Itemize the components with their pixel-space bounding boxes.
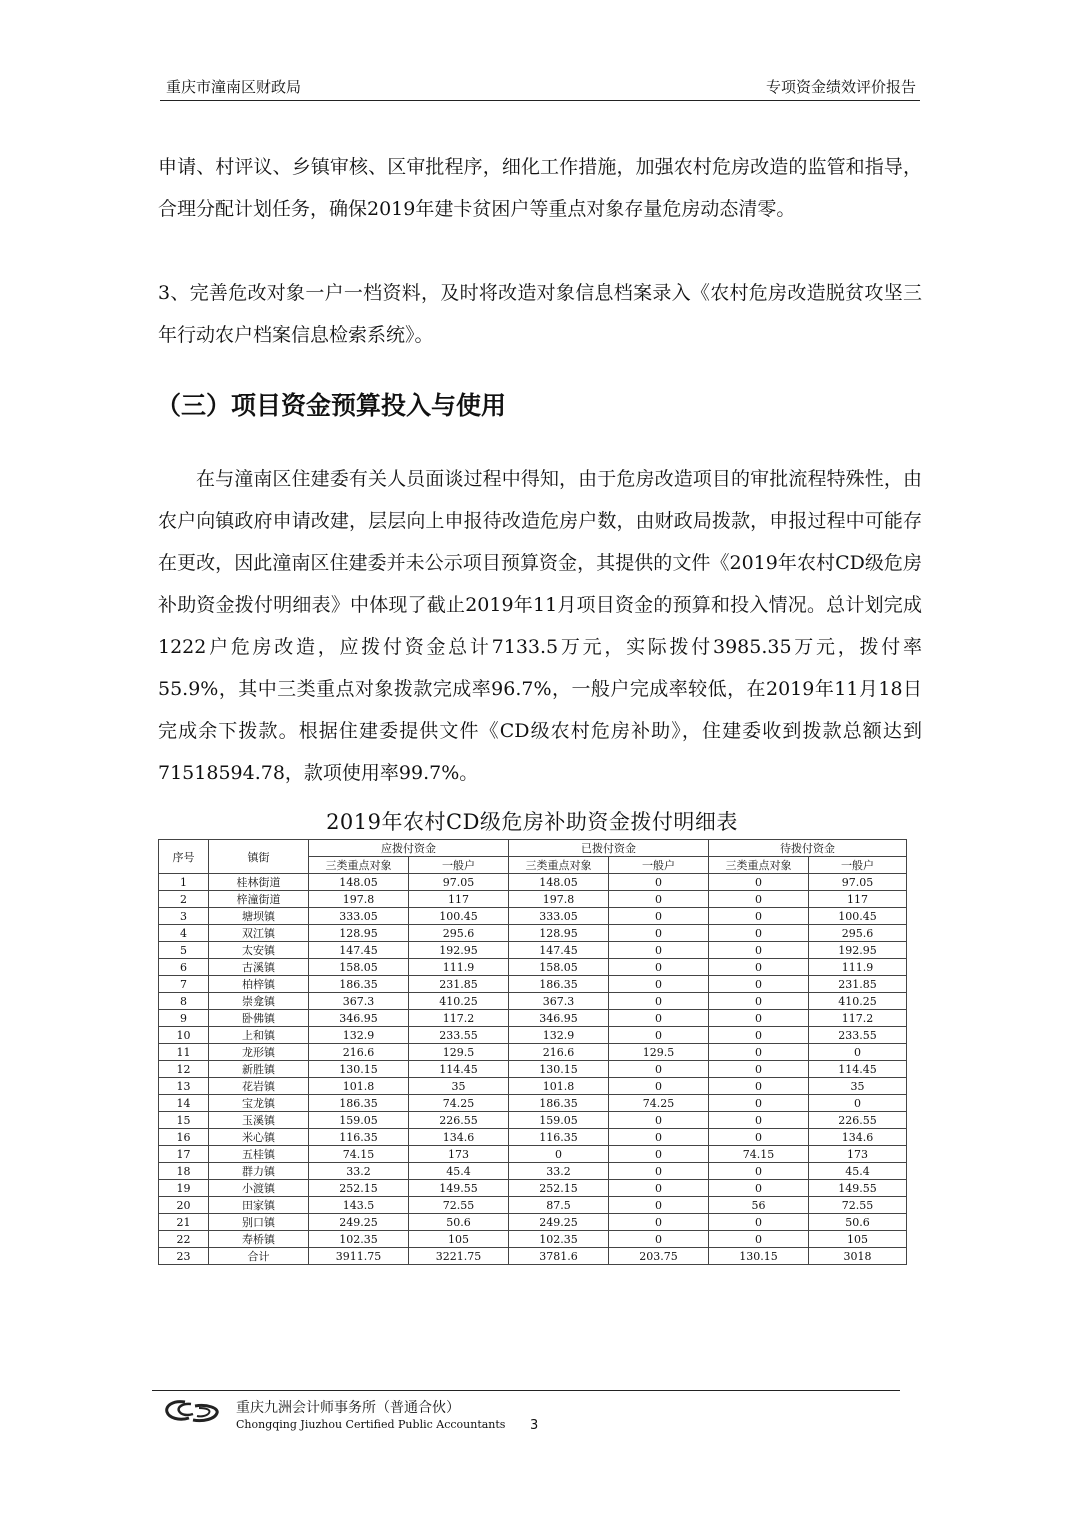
cell-due-key: 216.6 (309, 1044, 409, 1061)
cell-pending-general: 114.45 (809, 1061, 907, 1078)
header-pending-general: 一般户 (809, 857, 907, 874)
cell-pending-general: 410.25 (809, 993, 907, 1010)
cell-paid-key: 333.05 (509, 908, 609, 925)
cell-pending-key: 0 (709, 1163, 809, 1180)
header-right: 专项资金绩效评价报告 (765, 78, 916, 96)
cell-paid-key: 101.8 (509, 1078, 609, 1095)
cell-pending-general: 97.05 (809, 874, 907, 891)
cell-pending-key: 56 (709, 1197, 809, 1214)
cell-due-key: 186.35 (309, 1095, 409, 1112)
cell-pending-key: 0 (709, 891, 809, 908)
cell-pending-general: 100.45 (809, 908, 907, 925)
table-row (159, 874, 907, 891)
cell-town: 群力镇 (209, 1163, 309, 1180)
table-row (159, 942, 907, 959)
header-due-key: 三类重点对象 (309, 857, 409, 874)
cell-paid-key: 102.35 (509, 1231, 609, 1248)
cell-pending-general: 295.6 (809, 925, 907, 942)
cell-paid-general: 0 (609, 1163, 709, 1180)
header-pending: 待拨付资金 (709, 840, 907, 857)
header-seq: 序号 (159, 840, 209, 874)
cell-seq: 16 (159, 1129, 209, 1146)
table-body (159, 874, 907, 1265)
cell-due-general: 3221.75 (409, 1248, 509, 1265)
cell-paid-key: 147.45 (509, 942, 609, 959)
header-due: 应拨付资金 (309, 840, 509, 857)
table-row (159, 1078, 907, 1095)
table-row (159, 1231, 907, 1248)
cell-paid-key: 249.25 (509, 1214, 609, 1231)
cell-due-general: 295.6 (409, 925, 509, 942)
cell-paid-general: 0 (609, 942, 709, 959)
table-row (159, 1214, 907, 1231)
header-paid-general: 一般户 (609, 857, 709, 874)
cell-due-general: 231.85 (409, 976, 509, 993)
cell-pending-key: 0 (709, 1214, 809, 1231)
cell-pending-key: 0 (709, 908, 809, 925)
cell-paid-key: 130.15 (509, 1061, 609, 1078)
cell-seq: 14 (159, 1095, 209, 1112)
cell-paid-key: 87.5 (509, 1197, 609, 1214)
cell-paid-general: 0 (609, 1146, 709, 1163)
cell-town: 上和镇 (209, 1027, 309, 1044)
paragraph-2: 3、完善危改对象一户一档资料，及时将改造对象信息档案录入《农村危房改造脱贫攻坚三年行动农户档案信息检索系统》。 (158, 282, 922, 346)
cell-town: 寿桥镇 (209, 1231, 309, 1248)
cell-paid-general: 0 (609, 1129, 709, 1146)
cell-town: 五桂镇 (209, 1146, 309, 1163)
cell-town: 卧佛镇 (209, 1010, 309, 1027)
header-due-general: 一般户 (409, 857, 509, 874)
cell-town: 柏梓镇 (209, 976, 309, 993)
cell-pending-key: 0 (709, 1061, 809, 1078)
cell-seq: 1 (159, 874, 209, 891)
cell-due-key: 346.95 (309, 1010, 409, 1027)
cell-paid-general: 0 (609, 1027, 709, 1044)
cell-paid-general: 0 (609, 1112, 709, 1129)
cell-paid-general: 0 (609, 874, 709, 891)
cell-seq: 10 (159, 1027, 209, 1044)
cell-paid-general: 0 (609, 1197, 709, 1214)
cell-pending-key: 0 (709, 1180, 809, 1197)
cell-paid-key: 252.15 (509, 1180, 609, 1197)
table-row (159, 1163, 907, 1180)
cell-due-key: 143.5 (309, 1197, 409, 1214)
cell-pending-general: 233.55 (809, 1027, 907, 1044)
table-row (159, 1197, 907, 1214)
cell-paid-general: 0 (609, 925, 709, 942)
cell-paid-key: 346.95 (509, 1010, 609, 1027)
cell-paid-general: 203.75 (609, 1248, 709, 1265)
header-town: 镇街 (209, 840, 309, 874)
cell-pending-general: 111.9 (809, 959, 907, 976)
cell-seq: 4 (159, 925, 209, 942)
cell-paid-key: 197.8 (509, 891, 609, 908)
cell-due-general: 192.95 (409, 942, 509, 959)
cell-pending-key: 0 (709, 1129, 809, 1146)
cell-pending-key: 0 (709, 925, 809, 942)
footer-firm-en: Chongqing Jiuzhou Certified Public Accountants (236, 1418, 506, 1431)
cell-due-general: 111.9 (409, 959, 509, 976)
cell-pending-general: 117.2 (809, 1010, 907, 1027)
cell-due-general: 134.6 (409, 1129, 509, 1146)
cell-pending-key: 130.15 (709, 1248, 809, 1265)
table-row (159, 959, 907, 976)
cell-paid-general: 0 (609, 976, 709, 993)
cell-due-key: 132.9 (309, 1027, 409, 1044)
table-row (159, 1112, 907, 1129)
cell-paid-general: 0 (609, 959, 709, 976)
cell-town: 龙形镇 (209, 1044, 309, 1061)
cell-pending-key: 0 (709, 993, 809, 1010)
cell-due-key: 147.45 (309, 942, 409, 959)
cell-town: 崇龛镇 (209, 993, 309, 1010)
cell-due-general: 129.5 (409, 1044, 509, 1061)
table-row (159, 1044, 907, 1061)
cell-town: 宝龙镇 (209, 1095, 309, 1112)
cell-pending-key: 74.15 (709, 1146, 809, 1163)
table-row (159, 1061, 907, 1078)
header-left: 重庆市潼南区财政局 (166, 78, 302, 96)
cell-pending-key: 0 (709, 959, 809, 976)
header-pending-key: 三类重点对象 (709, 857, 809, 874)
firm-logo-icon (163, 1398, 221, 1424)
cell-pending-key: 0 (709, 942, 809, 959)
cell-pending-key: 0 (709, 1010, 809, 1027)
cell-pending-general: 3018 (809, 1248, 907, 1265)
cell-seq: 6 (159, 959, 209, 976)
cell-pending-general: 192.95 (809, 942, 907, 959)
table-row (159, 1180, 907, 1197)
cell-paid-general: 0 (609, 993, 709, 1010)
cell-pending-key: 0 (709, 1112, 809, 1129)
table-row (159, 908, 907, 925)
cell-town: 花岩镇 (209, 1078, 309, 1095)
cell-due-key: 186.35 (309, 976, 409, 993)
cell-town: 小渡镇 (209, 1180, 309, 1197)
cell-seq: 17 (159, 1146, 209, 1163)
cell-due-general: 117.2 (409, 1010, 509, 1027)
cell-pending-general: 117 (809, 891, 907, 908)
cell-due-key: 197.8 (309, 891, 409, 908)
cell-pending-key: 0 (709, 1078, 809, 1095)
cell-pending-general: 231.85 (809, 976, 907, 993)
cell-due-general: 100.45 (409, 908, 509, 925)
cell-town: 古溪镇 (209, 959, 309, 976)
cell-paid-key: 186.35 (509, 976, 609, 993)
cell-paid-general: 0 (609, 891, 709, 908)
table-row (159, 891, 907, 908)
table-row (159, 976, 907, 993)
cell-seq: 9 (159, 1010, 209, 1027)
cell-due-key: 116.35 (309, 1129, 409, 1146)
cell-seq: 23 (159, 1248, 209, 1265)
cell-due-general: 105 (409, 1231, 509, 1248)
cell-pending-general: 45.4 (809, 1163, 907, 1180)
cell-seq: 13 (159, 1078, 209, 1095)
table-title: 2019年农村CD级危房补助资金拨付明细表 (326, 810, 738, 834)
cell-town: 新胜镇 (209, 1061, 309, 1078)
cell-paid-key: 148.05 (509, 874, 609, 891)
cell-paid-general: 0 (609, 1214, 709, 1231)
cell-due-key: 367.3 (309, 993, 409, 1010)
cell-paid-key: 367.3 (509, 993, 609, 1010)
cell-due-key: 333.05 (309, 908, 409, 925)
cell-seq: 7 (159, 976, 209, 993)
cell-town: 双江镇 (209, 925, 309, 942)
cell-town: 米心镇 (209, 1129, 309, 1146)
table-row (159, 1027, 907, 1044)
cell-pending-key: 0 (709, 1095, 809, 1112)
cell-paid-key: 186.35 (509, 1095, 609, 1112)
cell-due-key: 148.05 (309, 874, 409, 891)
cell-paid-key: 0 (509, 1146, 609, 1163)
cell-paid-general: 0 (609, 1180, 709, 1197)
cell-paid-key: 132.9 (509, 1027, 609, 1044)
cell-due-key: 3911.75 (309, 1248, 409, 1265)
cell-paid-key: 128.95 (509, 925, 609, 942)
cell-due-general: 74.25 (409, 1095, 509, 1112)
cell-paid-key: 33.2 (509, 1163, 609, 1180)
cell-due-key: 252.15 (309, 1180, 409, 1197)
cell-due-key: 74.15 (309, 1146, 409, 1163)
header-paid-key: 三类重点对象 (509, 857, 609, 874)
cell-pending-general: 226.55 (809, 1112, 907, 1129)
cell-seq: 15 (159, 1112, 209, 1129)
cell-paid-general: 0 (609, 1061, 709, 1078)
cell-town: 太安镇 (209, 942, 309, 959)
paragraph-3: 在与潼南区住建委有关人员面谈过程中得知，由于危房改造项目的审批流程特殊性，由农户向镇政府申请改建，层层向上申报待改造危房户数，由财政局拨款，申报过程中可能存在更改，因此潼南区住建委并未公示项目预算资金，其提供的文件《2019年农村CD级危房补助资金拨付明细表》中体现了截止2019年11月项目资金的预算和投入情况。总计划完成1222户危房改造，应拨付资金总计7133.5万元，实际拨付3985.35万元，拨付率55.9%，其中三类重点对象拨款完成率96.7%，一般户完成率较低，在2019年11月18日完成余下拨款。根据住建委提供文件《CD级农村危房补助》，住建委收到拨款总额达到71518594.78，款项使用率99.7%。 (158, 468, 922, 784)
cell-due-general: 50.6 (409, 1214, 509, 1231)
cell-due-general: 226.55 (409, 1112, 509, 1129)
cell-paid-general: 0 (609, 1078, 709, 1095)
cell-town: 合计 (209, 1248, 309, 1265)
cell-town: 塘坝镇 (209, 908, 309, 925)
cell-due-general: 114.45 (409, 1061, 509, 1078)
cell-due-key: 33.2 (309, 1163, 409, 1180)
cell-pending-general: 35 (809, 1078, 907, 1095)
cell-seq: 12 (159, 1061, 209, 1078)
cell-town: 别口镇 (209, 1214, 309, 1231)
cell-due-key: 249.25 (309, 1214, 409, 1231)
table-row (159, 1146, 907, 1163)
cell-town: 桂林街道 (209, 874, 309, 891)
section-heading: （三）项目资金预算投入与使用 (156, 391, 507, 420)
cell-seq: 2 (159, 891, 209, 908)
footer-divider (152, 1390, 900, 1391)
cell-pending-general: 72.55 (809, 1197, 907, 1214)
cell-paid-general: 0 (609, 1231, 709, 1248)
footer-firm-cn: 重庆九洲会计师事务所（普通合伙） (236, 1400, 460, 1416)
cell-seq: 22 (159, 1231, 209, 1248)
cell-due-key: 130.15 (309, 1061, 409, 1078)
cell-due-key: 158.05 (309, 959, 409, 976)
cell-town: 梓潼街道 (209, 891, 309, 908)
table-row (159, 1129, 907, 1146)
cell-pending-general: 50.6 (809, 1214, 907, 1231)
cell-pending-general: 0 (809, 1095, 907, 1112)
cell-seq: 19 (159, 1180, 209, 1197)
cell-paid-key: 216.6 (509, 1044, 609, 1061)
cell-pending-key: 0 (709, 1027, 809, 1044)
cell-town: 玉溪镇 (209, 1112, 309, 1129)
cell-paid-general: 0 (609, 908, 709, 925)
cell-seq: 5 (159, 942, 209, 959)
cell-due-general: 72.55 (409, 1197, 509, 1214)
table-row (159, 993, 907, 1010)
cell-due-general: 35 (409, 1078, 509, 1095)
cell-due-key: 102.35 (309, 1231, 409, 1248)
table-row (159, 1010, 907, 1027)
cell-pending-key: 0 (709, 874, 809, 891)
cell-due-general: 173 (409, 1146, 509, 1163)
cell-seq: 11 (159, 1044, 209, 1061)
cell-due-general: 233.55 (409, 1027, 509, 1044)
cell-paid-general: 74.25 (609, 1095, 709, 1112)
cell-pending-key: 0 (709, 1231, 809, 1248)
cell-due-general: 149.55 (409, 1180, 509, 1197)
cell-due-general: 45.4 (409, 1163, 509, 1180)
page-number: 3 (530, 1418, 539, 1433)
cell-pending-general: 173 (809, 1146, 907, 1163)
cell-due-general: 410.25 (409, 993, 509, 1010)
cell-pending-general: 134.6 (809, 1129, 907, 1146)
cell-due-key: 101.8 (309, 1078, 409, 1095)
fund-table (158, 839, 907, 1265)
cell-paid-key: 116.35 (509, 1129, 609, 1146)
header-paid: 已拨付资金 (509, 840, 709, 857)
table-row (159, 925, 907, 942)
cell-town: 田家镇 (209, 1197, 309, 1214)
page-header (160, 74, 920, 101)
paragraph-1: 申请、村评议、乡镇审核、区审批程序，细化工作措施，加强农村危房改造的监管和指导，合理分配计划任务，确保2019年建卡贫困户等重点对象存量危房动态清零。 (158, 156, 922, 220)
cell-pending-key: 0 (709, 1044, 809, 1061)
cell-due-key: 128.95 (309, 925, 409, 942)
cell-paid-key: 3781.6 (509, 1248, 609, 1265)
cell-pending-general: 149.55 (809, 1180, 907, 1197)
cell-paid-key: 158.05 (509, 959, 609, 976)
cell-seq: 21 (159, 1214, 209, 1231)
cell-seq: 20 (159, 1197, 209, 1214)
cell-paid-general: 129.5 (609, 1044, 709, 1061)
cell-seq: 8 (159, 993, 209, 1010)
cell-due-key: 159.05 (309, 1112, 409, 1129)
cell-paid-general: 0 (609, 1010, 709, 1027)
cell-seq: 18 (159, 1163, 209, 1180)
cell-due-general: 117 (409, 891, 509, 908)
table-row (159, 1248, 907, 1265)
cell-pending-key: 0 (709, 976, 809, 993)
cell-pending-general: 105 (809, 1231, 907, 1248)
cell-seq: 3 (159, 908, 209, 925)
cell-due-general: 97.05 (409, 874, 509, 891)
cell-pending-general: 0 (809, 1044, 907, 1061)
cell-paid-key: 159.05 (509, 1112, 609, 1129)
table-row (159, 1095, 907, 1112)
